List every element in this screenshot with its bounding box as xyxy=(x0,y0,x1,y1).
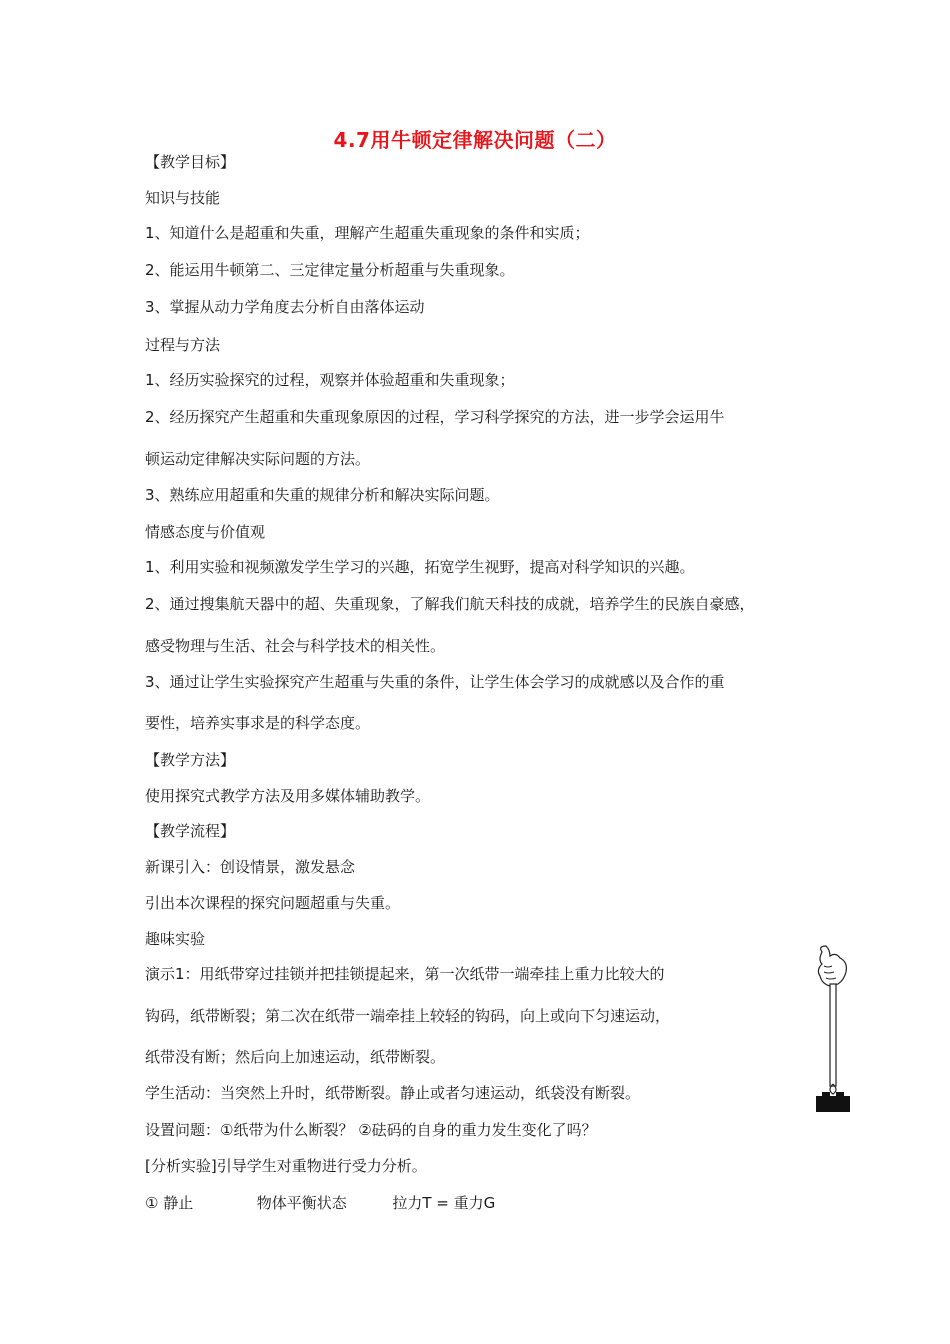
page-title: 4.7用牛顿定律解决问题（二） xyxy=(333,128,617,152)
paragraph-line: 3、通过让学生实验探究产生超重与失重的条件，让学生体会学习的成就感以及合作的重 xyxy=(145,673,725,691)
paragraph-line: 设置问题：①纸带为什么断裂？ ②砝码的自身的重力发生变化了吗？ xyxy=(145,1121,597,1139)
paragraph-line: 纸带没有断；然后向上加速运动，纸带断裂。 xyxy=(145,1048,446,1066)
paragraph-line: 1、知道什么是超重和失重，理解产生超重失重现象的条件和实质； xyxy=(145,224,590,242)
analysis-row xyxy=(145,1193,495,1213)
paragraph-line: 1、经历实验探究的过程，观察并体验超重和失重现象； xyxy=(145,371,515,389)
subheading-knowledge: 知识与技能 xyxy=(145,189,221,207)
analysis-case: ① 静止 xyxy=(145,1194,194,1212)
paragraph-line: 2、能运用牛顿第二、三定律定量分析超重与失重现象。 xyxy=(145,261,515,279)
section-heading-flow: 【教学流程】 xyxy=(145,822,236,840)
paragraph-line: 使用探究式教学方法及用多媒体辅助教学。 xyxy=(145,787,431,805)
subheading-process: 过程与方法 xyxy=(145,336,221,354)
subheading-experiment: 趣味实验 xyxy=(145,930,206,948)
paragraph-line: 感受物理与生活、社会与科学技术的相关性。 xyxy=(145,637,446,655)
paragraph-line: 2、经历探究产生超重和失重现象原因的过程，学习科学探究的方法，进一步学会运用牛 xyxy=(145,408,725,426)
paragraph-line: 引出本次课程的探究问题超重与失重。 xyxy=(145,894,401,912)
paragraph-line: 学生活动：当突然上升时，纸带断裂。静止或者匀速运动，纸袋没有断裂。 xyxy=(145,1084,641,1102)
subheading-attitude: 情感态度与价值观 xyxy=(145,523,266,541)
hand-holding-weight-illustration xyxy=(808,944,858,1114)
paragraph-line: 1、利用实验和视频激发学生学习的兴趣，拓宽学生视野，提高对科学知识的兴趣。 xyxy=(145,558,695,576)
paragraph-line: 要性，培养实事求是的科学态度。 xyxy=(145,714,371,732)
paragraph-line: 3、熟练应用超重和失重的规律分析和解决实际问题。 xyxy=(145,486,500,504)
paragraph-line: 3、掌握从动力学角度去分析自由落体运动 xyxy=(145,298,425,316)
analysis-relation: 拉力T = 重力G xyxy=(392,1194,496,1212)
paragraph-line: 新课引入：创设情景，激发悬念 xyxy=(145,858,356,876)
paragraph-line: 演示1：用纸带穿过挂锁并把挂锁提起来，第一次纸带一端牵挂上重力比较大的 xyxy=(145,965,665,983)
paragraph-line: 2、通过搜集航天器中的超、失重现象，了解我们航天科技的成就，培养学生的民族自豪感， xyxy=(145,595,755,613)
section-heading-goals: 【教学目标】 xyxy=(145,153,236,171)
section-heading-methods: 【教学方法】 xyxy=(145,751,236,769)
paragraph-line: [分析实验]引导学生对重物进行受力分析。 xyxy=(145,1157,427,1175)
paragraph-line: 顿运动定律解决实际问题的方法。 xyxy=(145,450,371,468)
paragraph-line: 钩码，纸带断裂；第二次在纸带一端牵挂上较轻的钩码，向上或向下匀速运动， xyxy=(145,1007,671,1025)
analysis-state: 物体平衡状态 xyxy=(256,1194,347,1212)
